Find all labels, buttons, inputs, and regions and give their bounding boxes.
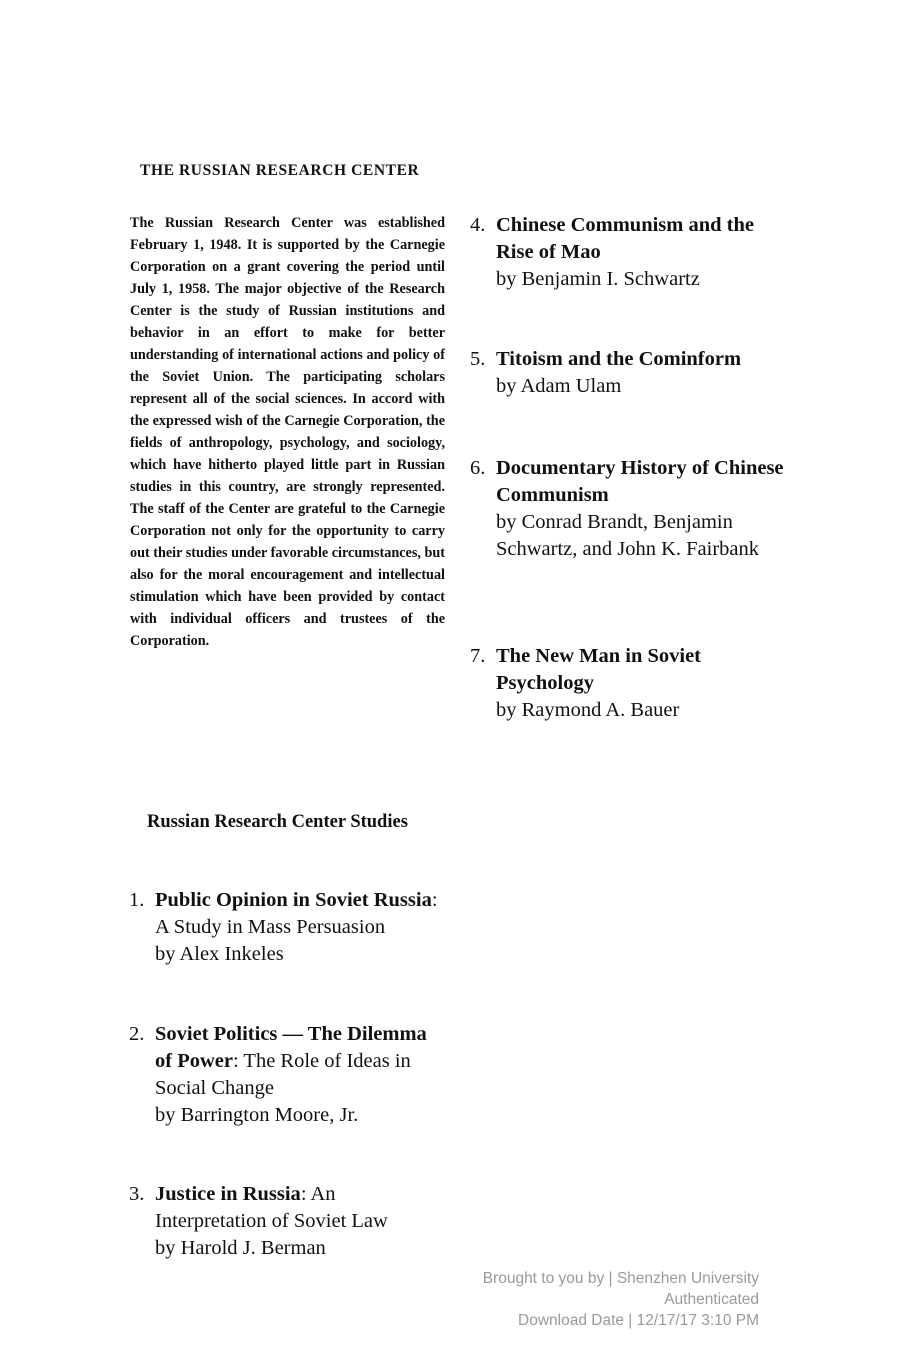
watermark-line: Download Date | 12/17/17 3:10 PM	[518, 1312, 759, 1329]
watermark-line: Authenticated	[664, 1291, 759, 1308]
book-author: by Alex Inkeles	[155, 943, 284, 965]
book-entry-7	[470, 643, 788, 724]
book-author: by Harold J. Berman	[155, 1237, 326, 1259]
book-number: 7.	[470, 645, 486, 667]
book-author: by Adam Ulam	[496, 375, 622, 397]
book-author: by Raymond A. Bauer	[496, 699, 680, 721]
book-title: Documentary History of Chinese Communism	[496, 457, 784, 506]
book-author: by Conrad Brandt, Benjamin Schwartz, and John K. Fairbank	[496, 511, 760, 560]
book-entry-2	[129, 1021, 447, 1129]
book-title: Public Opinion in Soviet Russia	[155, 889, 432, 911]
book-entry-4	[470, 212, 788, 293]
book-number: 6.	[470, 457, 486, 479]
book-entry-3	[129, 1181, 447, 1262]
book-subtitle: : A Study in Mass Persuasion	[155, 889, 438, 938]
book-title: The New Man in Soviet Psychology	[496, 645, 701, 694]
center-description: The Russian Research Center was established February 1, 1948. It is supported by the Carnegie Corporation on a grant covering the period until July 1, 1958. The major objective of the Research Center is the study of Russian institutions and behavior in an effort to make for better understanding of international actions and policy of the Soviet Union. The participating scholars represent all of the social sciences. In accord with the expressed wish of the Carnegie Corporation, the fields of anthropology, psychology, and sociology, which have hitherto played little part in Russian studies in this country, are strongly represented. The staff of the Center are grateful to the Carnegie Corporation not only for the opportunity to carry out their studies under favorable circumstances, but also for the moral encouragement and intellectual stimulation which have been provided by contact with individual officers and trustees of the Corporation.	[130, 215, 445, 649]
book-number: 1.	[129, 889, 145, 911]
book-title: Justice in Russia	[155, 1183, 301, 1205]
book-number: 3.	[129, 1183, 145, 1205]
book-entry-1	[129, 887, 447, 968]
book-number: 5.	[470, 348, 486, 370]
download-watermark	[483, 1268, 759, 1331]
book-title: Soviet Politics — The Dilemma of Power	[155, 1023, 427, 1072]
book-author: by Barrington Moore, Jr.	[155, 1104, 359, 1126]
page-title: THE RUSSIAN RESEARCH CENTER	[140, 162, 420, 179]
book-number: 4.	[470, 214, 486, 236]
watermark-line: Brought to you by | Shenzhen University	[482, 1270, 759, 1287]
book-subtitle: : An Interpretation of Soviet Law	[155, 1183, 388, 1232]
series-title: Russian Research Center Studies	[147, 812, 408, 832]
book-title: Titoism and the Cominform	[496, 348, 742, 370]
book-author: by Benjamin I. Schwartz	[496, 268, 700, 290]
book-subtitle: : The Role of Ideas in Social Change	[155, 1050, 411, 1099]
book-number: 2.	[129, 1023, 145, 1045]
book-entry-6	[470, 455, 788, 563]
book-entry-5	[470, 346, 788, 400]
book-title: Chinese Communism and the Rise of Mao	[496, 214, 754, 263]
